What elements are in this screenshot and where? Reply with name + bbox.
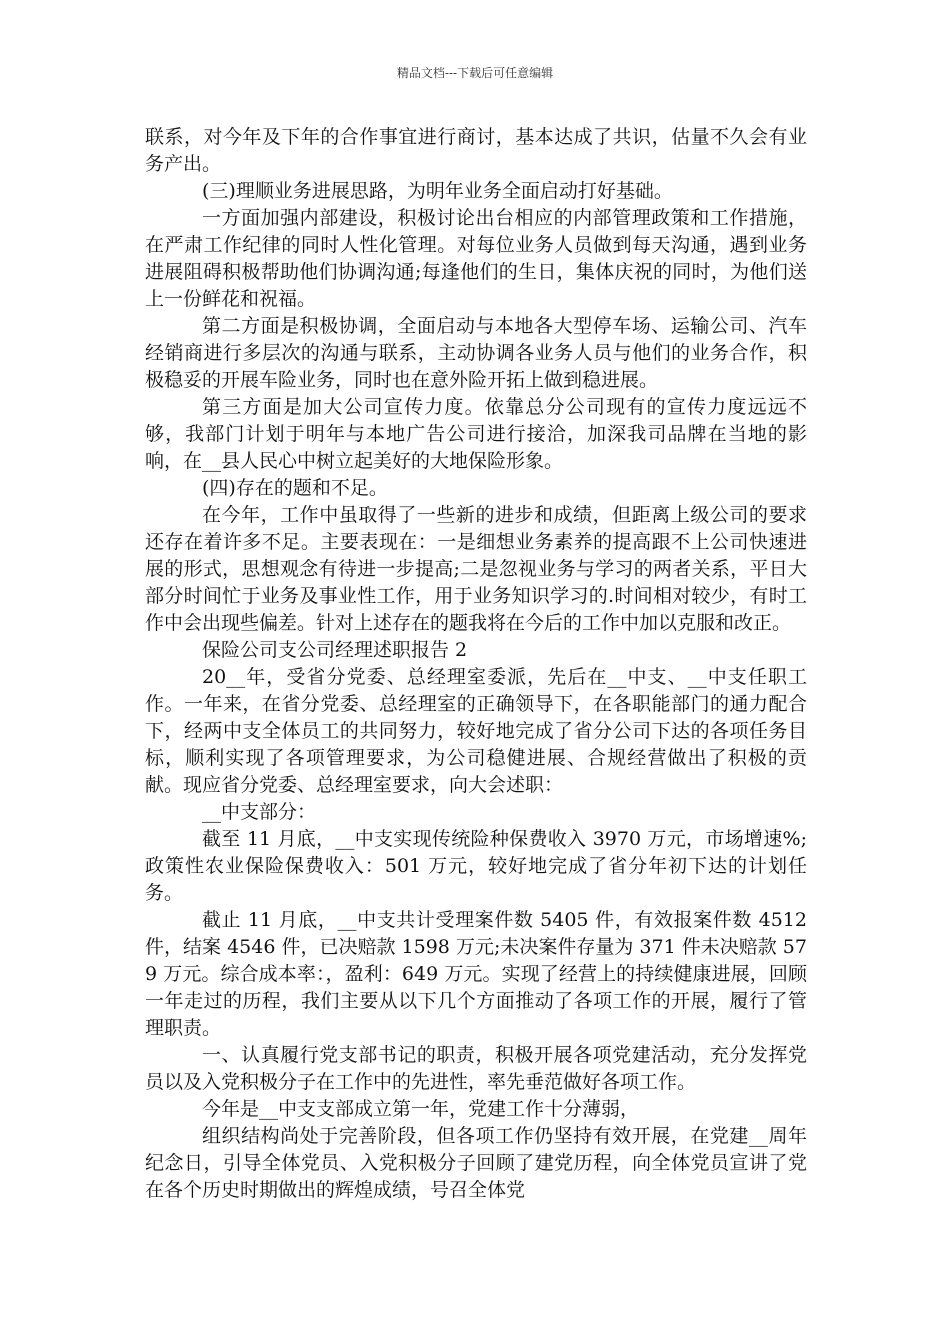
paragraph-4: 第二方面是积极协调，全面启动与本地各大型停车场、运输公司、汽车经销商进行多层次的沟通与联系，主动协调各业务人员与他们的业务合作，积极稳妥的开展车险业务，同时也在意外险开拓上做到稳进展。 [145,315,807,391]
paragraph-5: 第三方面是加大公司宣传力度。依靠总分公司现有的宣传力度远远不够，我部门计划于明年与本地广告公司进行接洽，加深我司品牌在当地的影响，在__县人民心中树立起美好的大地保险形象。 [145,396,807,472]
paragraph-15: 组织结构尚处于完善阶段，但各项工作仍坚持有效开展，在党建__周年纪念日，引导全体党员、入党积极分子回顾了建党历程，向全体党员宣讲了党在各个历史时期做出的辉煌成绩，号召全体党 [145,1125,807,1201]
paragraph-1: 联系，对今年及下年的合作事宜进行商讨，基本达成了共识，估量不久会有业务产出。 [145,126,807,175]
paragraph-7: 在今年，工作中虽取得了一些新的进步和成绩，但距离上级公司的要求还存在着许多不足。主要表现在：一是细想业务素养的提高跟不上公司快速进展的形式，思想观念有待进一步提高;二是忽视业务与学习的两者关系，平日大部分时间忙于业务及事业性工作，用于业务知识学习的.时间相对较少，有时工作中会出现些偏差。针对上述存在的题我将在今后的工作中加以克服和改正。 [145,504,807,634]
paragraph-12: 截止 11 月底，__中支共计受理案件数 5405 件，有效报案件数 4512 件，结案 4546 件，已决赔款 1598 万元;未决案件存量为 371 件未决赔款 579 万元。综合成本率：，盈利：649 万元。实现了经营上的持续健康进展，回顾一年走过的历程，我们主要从以下几个方面推动了各项工作的开展，履行了管理职责。 [145,909,807,1039]
paragraph-10: __中支部分： [202,801,317,823]
paragraph-13: 一、认真履行党支部书记的职责，积极开展各项党建活动，充分发挥党员以及入党积极分子在工作中的先进性，率先垂范做好各项工作。 [145,1044,807,1093]
section-title: 保险公司支公司经理述职报告 2 [202,639,468,661]
paragraph-14: 今年是__中支支部成立第一年，党建工作十分薄弱， [202,1098,640,1120]
page-header: 精品文档---下载后可任意编辑 [396,66,554,80]
paragraph-3: 一方面加强内部建设，积极讨论出台相应的内部管理政策和工作措施，在严肃工作纪律的同时人性化管理。对每位业务人员做到每天沟通，遇到业务进展阻碍积极帮助他们协调沟通;每逢他们的生日，集体庆祝的同时，为他们送上一份鲜花和祝福。 [145,207,807,310]
paragraph-2: (三)理顺业务进展思路，为明年业务全面启动打好基础。 [202,180,673,202]
paragraph-9: 20__年，受省分党委、总经理室委派，先后在__中支、__中支任职工作。一年来，在省分党委、总经理室的正确领导下，在各职能部门的通力配合下，经两中支全体员工的共同努力，较好地完成了省分公司下达的各项任务目标，顺利实现了各项管理要求，为公司稳健进展、合规经营做出了积极的贡献。现应省分党委、总经理室要求，向大会述职： [145,666,807,796]
paragraph-11: 截至 11 月底，__中支实现传统险种保费收入 3970 万元，市场增速%;政策性农业保险保费收入：501 万元，较好地完成了省分年初下达的计划任务。 [145,828,807,904]
paragraph-6: (四)存在的题和不足。 [202,477,388,499]
document-body [145,124,807,1204]
